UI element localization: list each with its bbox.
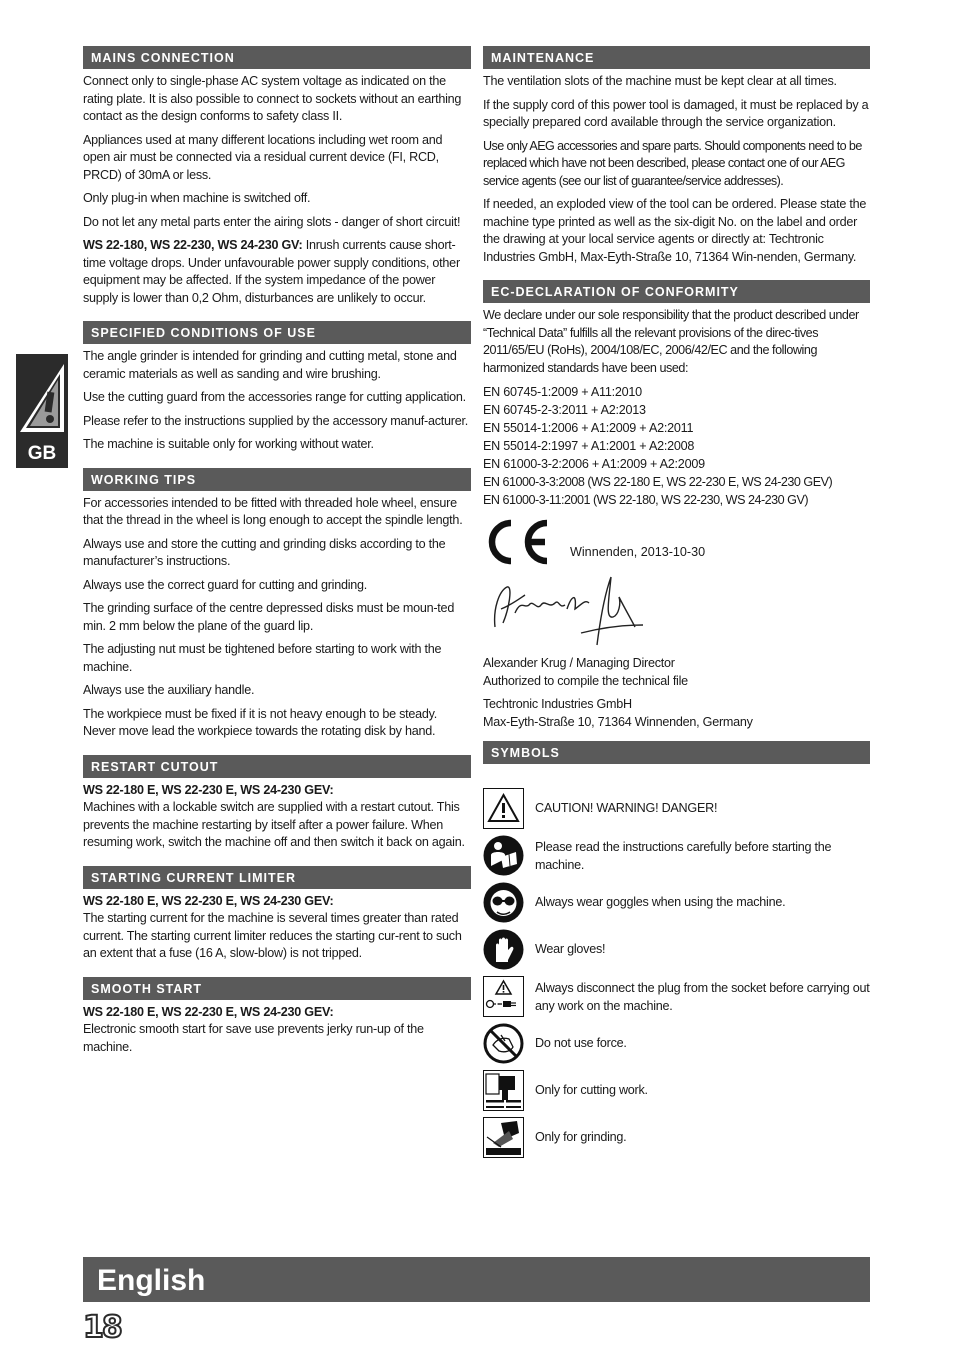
symbol-item — [483, 1023, 870, 1070]
paragraph — [83, 237, 471, 307]
paragraph — [83, 682, 471, 700]
grinding-only-icon — [483, 1117, 524, 1158]
authorization-line — [483, 673, 870, 691]
paragraph-text: Only plug-in when machine is switched off. — [83, 191, 311, 205]
paragraph-text: Connect only to single-phase AC system voltage as indicated on the rating plate. It is also possible to connect to sockets without an earthing contact as the design conforms to safety class II. — [83, 74, 462, 123]
company-line — [483, 696, 870, 714]
no-force-icon — [483, 1023, 524, 1064]
symbol-item — [483, 1117, 870, 1164]
declaration-intro: We declare under our sole responsibility that the product described under “Technical Data” fulfills all the relevant provisions of the direc-tives 2011/65/EU (RoHs), 2004/108/EC, 2006/42/EC and the following harmonized standards have been used: — [483, 308, 859, 375]
gloves-icon — [483, 929, 524, 970]
symbol-text: Always disconnect the plug from the socket before carrying out any work on the machine. — [535, 981, 870, 1013]
paragraph: Use only AEG accessories and spare parts. Should components need to be replaced which have not been described, please contact one of our AEG service agents (see our list of guarantee/service addresses). — [483, 138, 862, 188]
paragraph-text: Inrush currents cause short-time voltage drops. Under unfavourable power supply conditions, other equipment may be affected. If the system impedance of the power supply is lower than 0,2 Ohm, disturbances are unlikely to occur. — [83, 238, 460, 305]
read-manual-icon — [483, 835, 524, 876]
language-footer-bar: English — [83, 1257, 870, 1302]
standard-item: EN 61000-3-11:2001 (WS 22-180, WS 22-230, WS 24-230 GV) — [483, 493, 809, 507]
signatory: Alexander Krug / Managing Director — [483, 656, 675, 670]
paragraph — [83, 495, 471, 530]
paragraph — [83, 600, 471, 635]
page-number: 18 — [83, 1310, 121, 1345]
paragraph-text: Electronic smooth start for save use prevents jerky run-up of the machine. — [83, 1022, 424, 1054]
section-heading: SPECIFIED CONDITIONS OF USE — [83, 321, 471, 344]
symbol-item — [483, 882, 870, 929]
signature-image — [483, 569, 870, 651]
standard-item: EN 61000-3-2:2006 + A1:2009 + A2:2009 — [483, 457, 705, 471]
symbol-item — [483, 835, 870, 882]
model-list: WS 22-180 E, WS 22-230 E, WS 24-230 GEV: — [83, 893, 334, 908]
paragraph-text: Appliances used at many different locations including wet room and open air must be connected via a residual current device (FI, RCD, PRCD) of 30mA or less. — [83, 132, 443, 182]
conditions-section — [83, 321, 471, 454]
section-heading: MAINTENANCE — [483, 46, 870, 69]
paragraph-text: Machines with a lockable switch are supplied with a restart cutout. This prevents the machine restarting by itself after a power failure. When resuming work, switch the machine off and then switch it back on again. — [83, 800, 465, 849]
ce-mark-icon — [487, 519, 551, 565]
paragraph-text: Always use the auxiliary handle. — [83, 683, 255, 697]
model-list: WS 22-180 E, WS 22-230 E, WS 24-230 GEV: — [83, 1004, 334, 1019]
unplug-icon — [483, 976, 524, 1017]
model-list: WS 22-180, WS 22-230, WS 24-230 GV: — [83, 238, 303, 252]
paragraph-text: The starting current for the machine is several times greater than rated current. The starting current limiter reduces the starting cur-rent to such an extent that a fuse (16 A, slow-blow) is not tripped. — [83, 911, 462, 960]
paragraph: If needed, an exploded view of the tool can be ordered. Please state the machine type printed as well as the six-digit No. on the label and order the drawing at your local service agents or directly at: Techtronic Industries GmbH, Max-Eyth-Straße 10, 71364 Win-nenden, Germany. — [483, 197, 867, 264]
paragraph — [83, 893, 471, 963]
signatory-line — [483, 655, 870, 673]
paragraph — [83, 706, 471, 741]
language-tab — [16, 354, 68, 468]
address: Max-Eyth-Straße 10, 71364 Winnenden, Germany — [483, 714, 753, 729]
paragraph-text: Always use the correct guard for cutting and grinding. — [83, 577, 368, 592]
mains-section — [83, 46, 471, 307]
warning-triangle-icon — [483, 788, 524, 829]
paragraph — [83, 132, 471, 185]
symbol-text: Wear gloves! — [535, 942, 606, 956]
standard-item: EN 61000-3-3:2008 (WS 22-180 E, WS 22-230 E, WS 24-230 GEV) — [483, 475, 833, 489]
paragraph-text: Always use and store the cutting and grinding disks according to the manufacturer’s instructions. — [83, 536, 446, 568]
symbol-item — [483, 788, 870, 835]
section-heading: SMOOTH START — [83, 977, 471, 1000]
left-column — [83, 46, 471, 1070]
section-heading: MAINS CONNECTION — [83, 46, 471, 69]
tips-section — [83, 468, 471, 741]
symbols-section — [483, 741, 870, 1164]
paragraph-text: The grinding surface of the centre depressed disks must be moun-ted min. 2 mm below the plane of the guard lip. — [83, 601, 455, 633]
restart-section — [83, 755, 471, 852]
symbol-list — [483, 788, 870, 1164]
language-code: GB — [27, 443, 57, 464]
symbol-text: Always wear goggles when using the machine. — [535, 895, 786, 909]
paragraph-text: The adjusting nut must be tightened before starting to work with the machine. — [83, 642, 442, 674]
paragraph — [83, 190, 471, 208]
goggles-icon — [483, 882, 524, 923]
paragraph: If the supply cord of this power tool is damaged, it must be replaced by a specially prepared cord available through the service organization. — [483, 97, 869, 129]
paragraph — [83, 1004, 471, 1057]
paragraph — [83, 73, 471, 126]
warning-triangle-icon — [16, 360, 68, 440]
paragraph — [83, 348, 471, 383]
right-column — [483, 46, 870, 1178]
paragraph-text: Use the cutting guard from the accessories range for cutting application. — [83, 390, 466, 404]
authorization: Authorized to compile the technical file — [483, 673, 688, 688]
section-heading: EC-DECLARATION OF CONFORMITY — [483, 280, 870, 303]
paragraph-text: The machine is suitable only for working without water. — [83, 437, 374, 451]
symbol-text: Only for grinding. — [535, 1130, 627, 1144]
place-date: Winnenden, 2013-10-30 — [570, 545, 706, 559]
paragraph — [83, 536, 471, 571]
standard-item: EN 60745-1:2009 + A11:2010 — [483, 385, 642, 399]
standard-item: EN 55014-1:2006 + A1:2009 + A2:2011 — [483, 421, 694, 435]
paragraph — [83, 413, 471, 431]
symbol-item — [483, 1070, 870, 1117]
standard-item: EN 55014-2:1997 + A1:2001 + A2:2008 — [483, 439, 695, 453]
model-list: WS 22-180 E, WS 22-230 E, WS 24-230 GEV: — [83, 782, 334, 797]
smooth-section — [83, 977, 471, 1057]
symbol-item — [483, 929, 870, 976]
symbol-text: CAUTION! WARNING! DANGER! — [535, 801, 718, 815]
section-heading: STARTING CURRENT LIMITER — [83, 866, 471, 889]
section-heading: SYMBOLS — [483, 741, 870, 764]
symbol-text: Do not use force. — [535, 1036, 627, 1050]
paragraph-text: For accessories intended to be fitted with threaded hole wheel, ensure that the thread in the wheel is long enough to accept the spindle length. — [83, 495, 463, 527]
paragraph-text: Do not let any metal parts enter the airing slots - danger of short circuit! — [83, 214, 461, 229]
cutting-only-icon — [483, 1070, 524, 1111]
maintenance-section — [483, 46, 870, 266]
symbol-text: Only for cutting work. — [535, 1083, 648, 1097]
standards-list — [483, 383, 870, 509]
paragraph — [83, 389, 471, 407]
paragraph — [83, 436, 471, 454]
symbol-text: Please read the instructions carefully before starting the machine. — [535, 840, 832, 872]
paragraph — [83, 641, 471, 676]
paragraph-text: The angle grinder is intended for grinding and cutting metal, stone and ceramic materials as well as sanding and wire brushing. — [83, 349, 457, 381]
symbol-item — [483, 976, 870, 1023]
ec-declaration-section — [483, 280, 870, 731]
paragraph — [83, 214, 471, 232]
section-heading: RESTART CUTOUT — [83, 755, 471, 778]
limiter-section — [83, 866, 471, 963]
company: Techtronic Industries GmbH — [483, 697, 632, 711]
signature-icon — [485, 569, 655, 651]
paragraph — [83, 782, 471, 852]
address-line — [483, 714, 870, 732]
paragraph — [83, 577, 471, 595]
paragraph-text: Please refer to the instructions supplied by the accessory manuf-acturer. — [83, 413, 468, 428]
paragraph: The ventilation slots of the machine must be kept clear at all times. — [483, 74, 837, 88]
paragraph-text: The workpiece must be fixed if it is not heavy enough to be steady. Never move lead the workpiece towards the rotating disk by hand. — [83, 706, 438, 738]
standard-item: EN 60745-2-3:2011 + A2:2013 — [483, 403, 646, 417]
section-heading: WORKING TIPS — [83, 468, 471, 491]
ce-row — [483, 519, 870, 569]
